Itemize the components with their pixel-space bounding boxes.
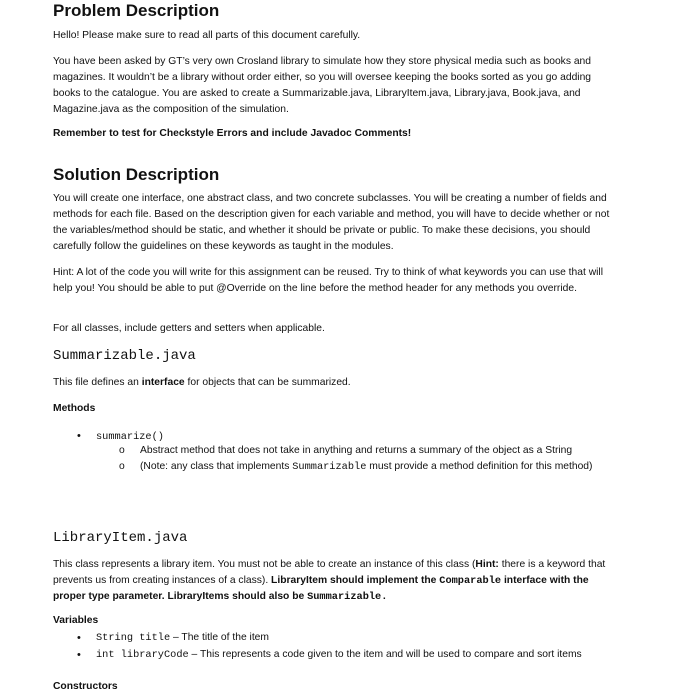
libraryitem-filename: LibraryItem.java — [53, 530, 188, 546]
summarizable-filename: Summarizable.java — [53, 348, 196, 364]
method-summarize: summarize() — [96, 431, 164, 443]
var-desc: – This represents a code given to the item and will be used to compare and sort items — [188, 649, 582, 660]
desc-code: Comparable — [439, 575, 502, 587]
bullet-glyph: • — [77, 632, 81, 644]
desc-text: This file defines an — [53, 377, 142, 388]
var-desc: – The title of the item — [170, 632, 269, 643]
desc-bold: LibraryItem should implement the — [271, 575, 440, 586]
sub-bullet-glyph: o — [119, 445, 125, 456]
methods-label: Methods — [53, 403, 96, 414]
solution-paragraph: You will create one interface, one abstract class, and two concrete subclasses. You will be creating a number of fields and methods for each file. Based on the description given for each variable and method, you will have to decide whether or not the variables/method should be static, and whether it should be private or public. To make these decisions, you should carefully follow the guidelines on these keywords as taught in the modules. — [53, 193, 610, 252]
sub-bullet-glyph: o — [119, 461, 125, 472]
problem-heading: Problem Description — [53, 1, 220, 20]
variable-title — [96, 630, 616, 646]
note-text: (Note: any class that implements — [140, 461, 293, 472]
libraryitem-description — [53, 557, 619, 605]
intro-paragraph: Hello! Please make sure to read all parts of this document carefully. — [53, 30, 361, 41]
method-desc-1: Abstract method that does not take in anything and returns a summary of the object as a String — [140, 445, 573, 456]
constructors-label: Constructors — [53, 681, 118, 692]
desc-bold: interface with the proper type parameter. LibraryItems should also be — [53, 575, 589, 602]
desc-text: for objects that can be summarized. — [184, 377, 351, 388]
solution-heading: Solution Description — [53, 165, 220, 184]
var-code: String title — [96, 632, 171, 644]
method-desc-2 — [140, 459, 620, 475]
bullet-glyph: • — [77, 430, 81, 442]
desc-interface: interface — [141, 377, 185, 388]
note-text: must provide a method definition for this method) — [366, 461, 593, 472]
desc-text: This class represents a library item. You must not be able to create an instance of this class ( — [53, 559, 476, 570]
variable-librarycode — [96, 647, 606, 663]
desc-hint: Hint: — [475, 559, 499, 570]
desc-text: there is a keyword that prevents us from creating instances of a class). — [53, 559, 606, 586]
hint-paragraph: Hint: A lot of the code you will write for this assignment can be reused. Try to think of what keywords you can use that will help you! You should be able to put @Override on the line before the method header for any methods you override. — [53, 267, 604, 294]
reminder-text: Remember to test for Checkstyle Errors and include Javadoc Comments! — [53, 128, 412, 139]
problem-paragraph: You have been asked by GT’s very own Crosland library to simulate how they store physical media such as books and magazines. It wouldn’t be a library without order either, so you will oversee keeping the books sorted as you go adding books to the catalogue. You are asked to create a Summarizable.java, LibraryItem.java, Library.java, Book.java, and Magazine.java as the composition of the simulation. — [53, 56, 592, 115]
desc-code: Summarizable. — [307, 591, 388, 603]
summarizable-description — [53, 375, 619, 391]
bullet-glyph: • — [77, 649, 81, 661]
variables-label: Variables — [53, 615, 99, 626]
note-code: Summarizable — [292, 461, 367, 473]
var-code: int libraryCode — [96, 649, 189, 661]
getters-note: For all classes, include getters and setters when applicable. — [53, 323, 325, 334]
